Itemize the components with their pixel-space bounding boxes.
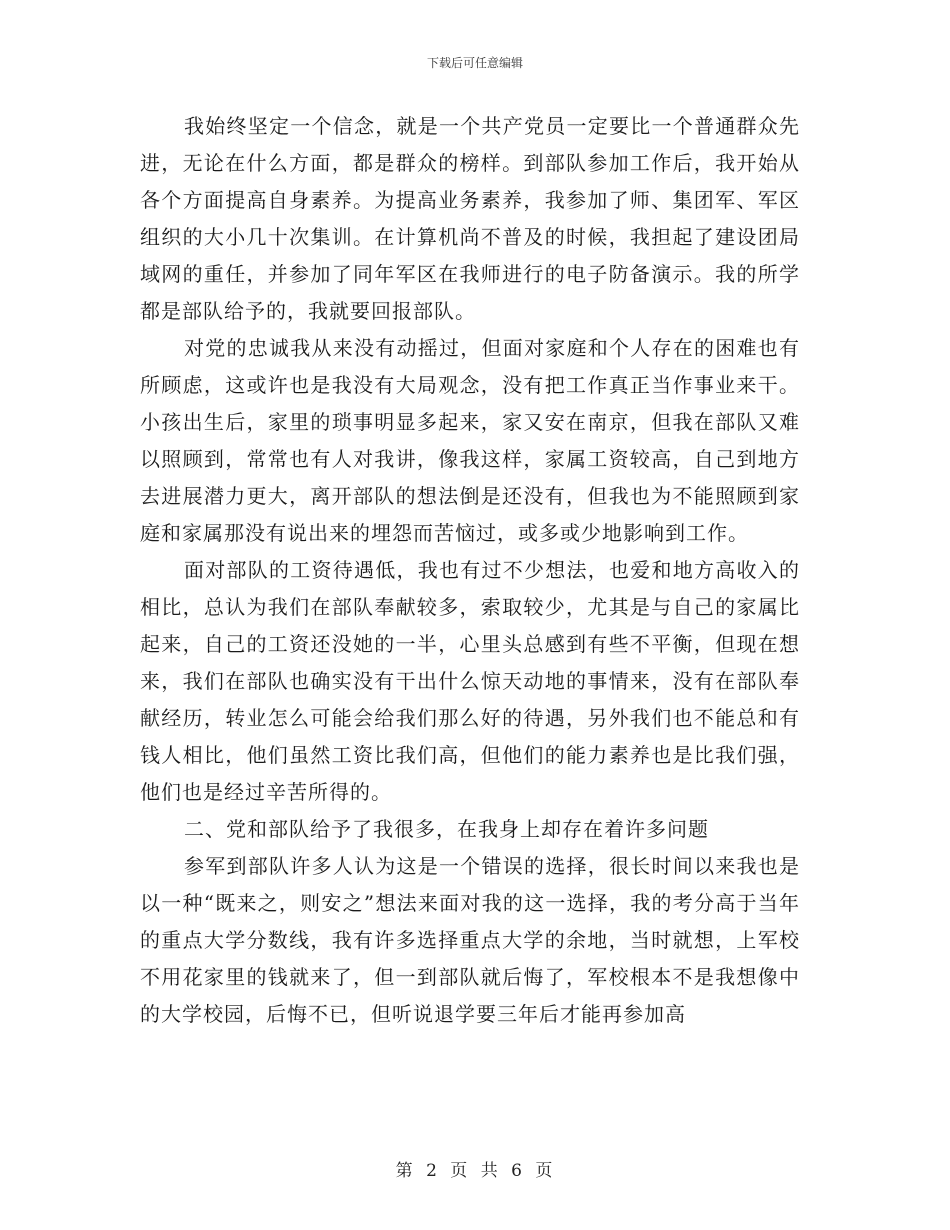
total-pages-number: 6 xyxy=(511,1161,524,1181)
page-footer xyxy=(0,1156,950,1181)
paragraph: 对党的忠诚我从来没有动摇过，但面对家庭和个人存在的困难也有所顾虑，这或许也是我没有大局观念，没有把工作真正当作事业来干。小孩出生后，家里的琐事明显多起来，家又安在南京，但我在部队又难以照顾到，常常也有人对我讲，像我这样，家属工资较高，自己到地方去进展潜力更大，离开部队的想法倒是还没有，但我也为不能照顾到家庭和家属那没有说出来的埋怨而苦恼过，或多或少地影响到工作。 xyxy=(140,336,800,545)
current-page-number: 2 xyxy=(426,1161,439,1181)
footer-suffix: 页 xyxy=(535,1161,555,1181)
document-body xyxy=(140,108,800,1033)
section-heading: 二、党和部队给予了我很多，在我身上却存在着许多问题 xyxy=(184,817,709,841)
footer-page-word: 页 xyxy=(450,1161,470,1181)
paragraph: 我始终坚定一个信念，就是一个共产党员一定要比一个普通群众先进，无论在什么方面，都是群众的榜样。到部队参加工作后，我开始从各个方面提高自身素养。为提高业务素养，我参加了师、集团军、军区组织的大小几十次集训。在计算机尚不普及的时候，我担起了建设团局域网的重任，并参加了同年军区在我师进行的电子防备演示。我的所学都是部队给予的，我就要回报部队。 xyxy=(140,114,800,323)
paragraph: 面对部队的工资待遇低，我也有过不少想法，也爱和地方高收入的相比，总认为我们在部队奉献较多，索取较少，尤其是与自己的家属比起来，自己的工资还没她的一半，心里头总感到有些不平衡，但现在想来，我们在部队也确实没有干出什么惊天动地的事情来，没有在部队奉献经历，转业怎么可能会给我们那么好的待遇，另外我们也不能总和有钱人相比，他们虽然工资比我们高，但他们的能力素养也是比我们强，他们也是经过辛苦所得的。 xyxy=(140,558,800,804)
paragraph: 参军到部队许多人认为这是一个错误的选择，很长时间以来我也是以一种“既来之，则安之”想法来面对我的这一选择，我的考分高于当年的重点大学分数线，我有许多选择重点大学的余地，当时就想，上军校不用花家里的钱就来了，但一到部队就后悔了，军校根本不是我想像中的大学校园，后悔不已，但听说退学要三年后才能再参加高 xyxy=(140,854,800,1026)
footer-prefix: 第 xyxy=(395,1161,415,1181)
page-header: 下载后可任意编辑 xyxy=(426,56,523,70)
footer-total-word: 共 xyxy=(480,1161,500,1181)
